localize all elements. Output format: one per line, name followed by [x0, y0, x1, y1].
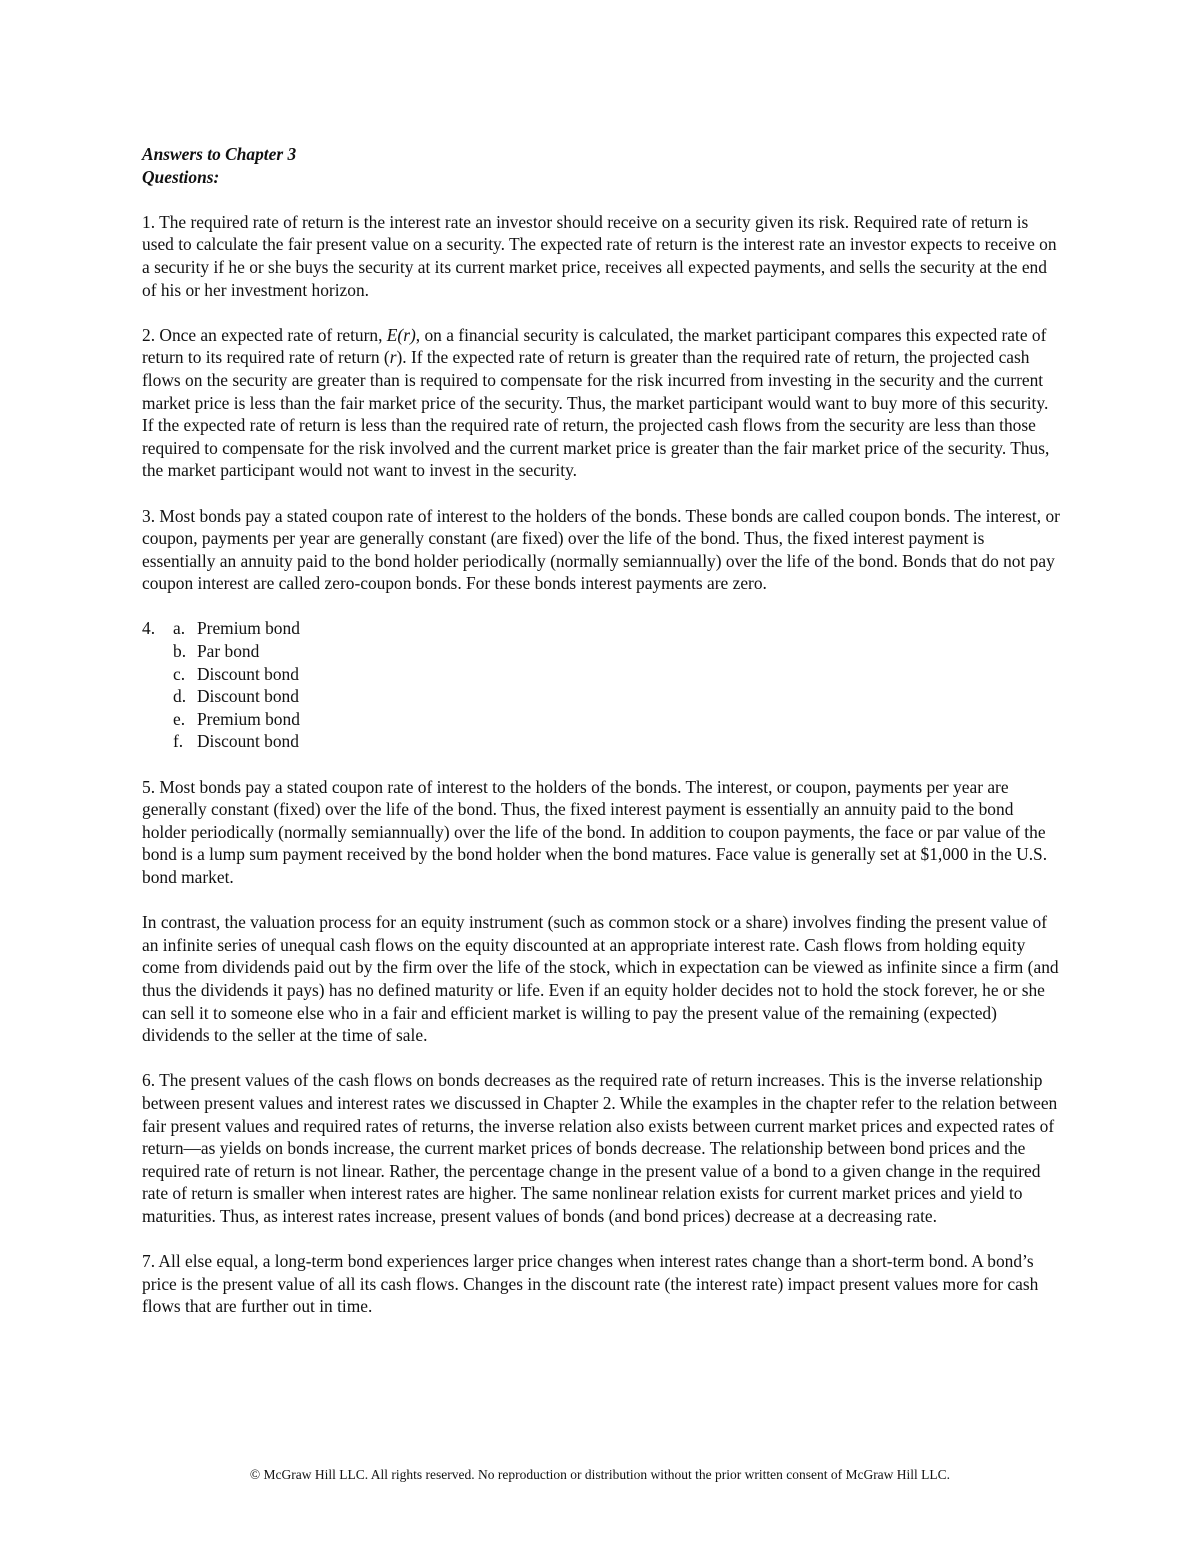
- expected-return-symbol: E(r): [386, 324, 416, 345]
- item-text: Discount bond: [197, 663, 299, 684]
- answer-1: 1. The required rate of return is the interest rate an investor should receive on a security given its risk. Required rate of return is used to calculate the fair present value on a security. The expected rate of return is the interest rate an investor expects to receive on a security if he or she buys the security at its current market price, receives all expected payments, and sells the security at the end of his or her investment horizon.: [142, 211, 1057, 300]
- answer-2-text-c: ). If the expected rate of return is greater than the required rate of return, the projected cash flows on the security are greater than is required to compensate for the risk incurred from investing in the security and the current market price is less than the fair market price of the security. Thus, the market participant would want to buy more of this security. If the expected rate of return is less than the required rate of return, the projected cash flows from the security are less than those required to compensate for the risk involved and the current market price is greater than the fair market price of the security. Thus, the market participant would not want to invest in the security.: [142, 347, 1050, 481]
- item-letter: a.: [173, 618, 186, 639]
- document-body: [142, 143, 1062, 1318]
- answer-2-text-a: 2. Once an expected rate of return,: [142, 324, 387, 345]
- item-text: Par bond: [197, 641, 260, 662]
- answer-5-continued: In contrast, the valuation process for an equity instrument (such as common stock or a share) involves finding the present value of an infinite series of unequal cash flows on the equity discounted at an appropriate interest rate. Cash flows from holding equity come from dividends paid out by the firm over the life of the stock, which in expectation can be viewed as infinite since a firm (and thus the dividends it pays) has no defined maturity or life. Even if an equity holder decides not to hold the stock forever, he or she can sell it to someone else who in a fair and efficient market is willing to pay the present value of the remaining (expected) dividends to the seller at the time of sale.: [142, 912, 1059, 1046]
- required-return-symbol: r: [389, 347, 397, 368]
- answer-4-number: 4.: [142, 618, 156, 639]
- list-item: [142, 617, 1062, 640]
- list-item: [142, 663, 1062, 686]
- list-item: [142, 685, 1062, 708]
- answer-5: 5. Most bonds pay a stated coupon rate of interest to the holders of the bonds. The interest, or coupon, payments per year are generally constant (fixed) over the life of the bond. Thus, the fixed interest payment is essentially an annuity paid to the bond holder periodically (normally semiannually) over the life of the bond. In addition to coupon payments, the face or par value of the bond is a lump sum payment received by the bond holder when the bond matures. Face value is generally set at $1,000 in the U.S. bond market.: [142, 776, 1048, 887]
- list-item: [142, 640, 1062, 663]
- item-text: Premium bond: [197, 618, 300, 639]
- answer-3: 3. Most bonds pay a stated coupon rate of interest to the holders of the bonds. These bonds are called coupon bonds. The interest, or coupon, payments per year are generally constant (are fixed) over the life of the bond. Thus, the fixed interest payment is essentially an annuity paid to the bond holder periodically (normally semiannually) over the life of the bond. Bonds that do not pay coupon interest are called zero-coupon bonds. For these bonds interest payments are zero.: [142, 505, 1060, 594]
- list-item: [142, 730, 1062, 753]
- answer-6: 6. The present values of the cash flows on bonds decreases as the required rate of return increases. This is the inverse relationship between present values and interest rates we discussed in Chapter 2. While the examples in the chapter refer to the relation between fair present values and required rates of returns, the inverse relation also exists between current market prices and expected rates of return—as yields on bonds increase, the current market prices of bonds decrease. The relationship between bond prices and the required rate of return is not linear. Rather, the percentage change in the present value of a bond to a given change in the required rate of return is smaller when interest rates are higher. The same nonlinear relation exists for current market prices and yield to maturities. Thus, as interest rates increase, present values of bonds (and bond prices) decrease at a decreasing rate.: [142, 1070, 1058, 1226]
- copyright-footer: © McGraw Hill LLC. All rights reserved. No reproduction or distribution without the prior written consent of McGraw Hill LLC.: [249, 1467, 951, 1482]
- list-item: [142, 708, 1062, 731]
- answer-2-text-b: , on a financial security is calculated, the market participant compares this expected rate of return to its required rate of return (: [142, 324, 1047, 368]
- answer-2: [142, 324, 1062, 482]
- answer-7: 7. All else equal, a long-term bond experiences larger price changes when interest rates change than a short-term bond. A bond’s price is the present value of all its cash flows. Changes in the discount rate (the interest rate) impact present values more for cash flows that are further out in time.: [142, 1251, 1039, 1317]
- answer-4-list: [142, 617, 1062, 753]
- item-letter: f.: [173, 731, 184, 752]
- item-letter: c.: [173, 663, 186, 684]
- item-letter: b.: [173, 641, 187, 662]
- title-line-1: Answers to Chapter 3: [142, 144, 297, 164]
- document-title: [142, 143, 1062, 188]
- item-text: Premium bond: [197, 708, 300, 729]
- item-text: Discount bond: [197, 731, 299, 752]
- item-letter: d.: [173, 686, 187, 707]
- item-letter: e.: [173, 708, 186, 729]
- item-text: Discount bond: [197, 686, 299, 707]
- title-line-2: Questions:: [142, 166, 220, 187]
